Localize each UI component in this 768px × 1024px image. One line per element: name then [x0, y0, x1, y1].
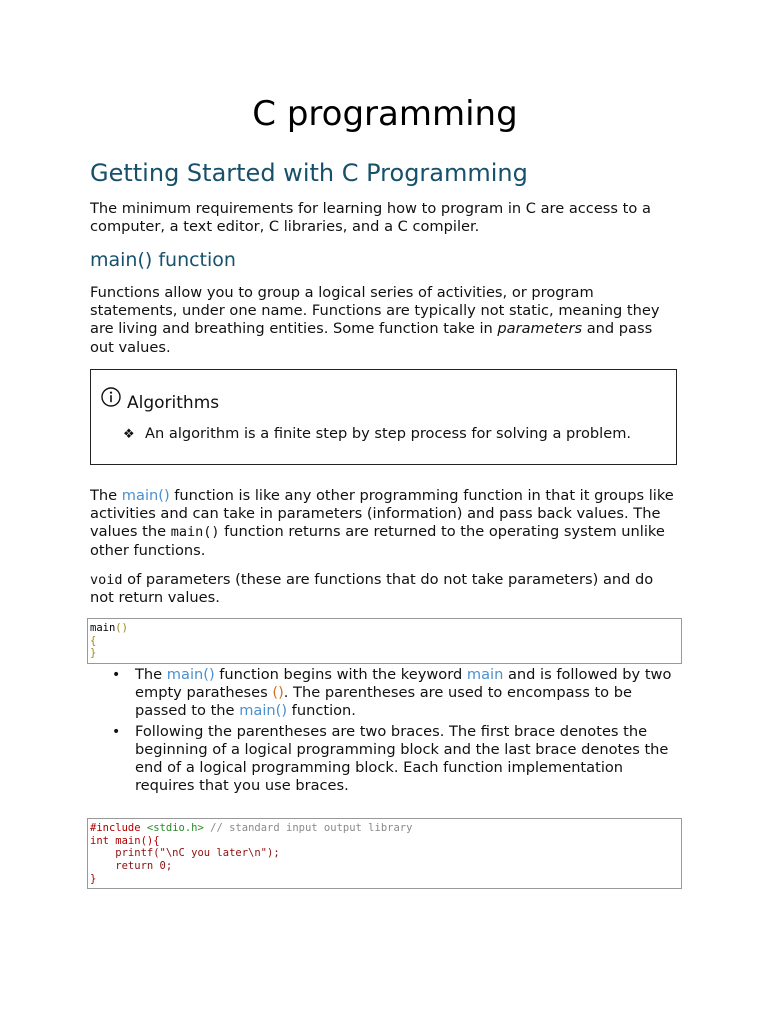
main-link[interactable]: main() [166, 666, 215, 683]
void-paragraph: void of parameters (these are functions that do not take parameters) and do not return values. [90, 571, 654, 607]
void-inline-code: void [90, 572, 123, 588]
subsection-heading: main() function [90, 249, 236, 271]
list-item: • Following the parentheses are two braces. The first brace denotes the beginning of a logical programming block and the last brace denotes the end of a logical programming block. Each function implementation requires that you use braces. [112, 722, 669, 795]
diamond-bullet-icon: ❖ [123, 427, 135, 442]
main-notes-list [90, 666, 680, 797]
info-icon [101, 387, 121, 407]
main-code-block: main() { } [87, 618, 682, 664]
bullet-dot-icon: • [112, 723, 121, 740]
algorithms-callout [90, 369, 677, 465]
parameters-emphasis: parameters [497, 320, 583, 338]
intro-paragraph: The minimum requirements for learning how to program in C are access to a computer, a text editor, C libraries, and a C compiler. [90, 200, 651, 236]
parens-highlight: () [272, 684, 284, 702]
section-heading: Getting Started with C Programming [90, 159, 528, 187]
main-keyword-link[interactable]: main [466, 666, 504, 683]
main-inline-code: main() [170, 524, 220, 541]
hello-program-code-block: #include <stdio.h> // standard input output library int main(){ printf("\nC you later\n"); return 0; } [87, 818, 682, 889]
callout-item: An algorithm is a finite step by step process for solving a problem. [145, 425, 632, 442]
main-link[interactable]: main() [121, 487, 170, 504]
page-title: C programming [252, 94, 518, 134]
callout-title: Algorithms [127, 393, 220, 413]
bullet-dot-icon: • [112, 667, 121, 683]
main-link[interactable]: main() [239, 702, 288, 720]
main-description-paragraph: The main() function is like any other programming function in that it groups like activities and can take in parameters (information) and pass back values. The values the main() function returns are returned to the operating system unlike other functions. [90, 487, 674, 559]
list-item: • The main() function begins with the keyword main and is followed by two empty paratheses (). The parentheses are used to encompass to be passed to the main() function. [112, 666, 672, 720]
functions-paragraph: Functions allow you to group a logical series of activities, or program statements, under one name. Functions are typically not static, meaning they are living and breathing entities. Some function take in parameters and pass out values. [90, 284, 660, 356]
